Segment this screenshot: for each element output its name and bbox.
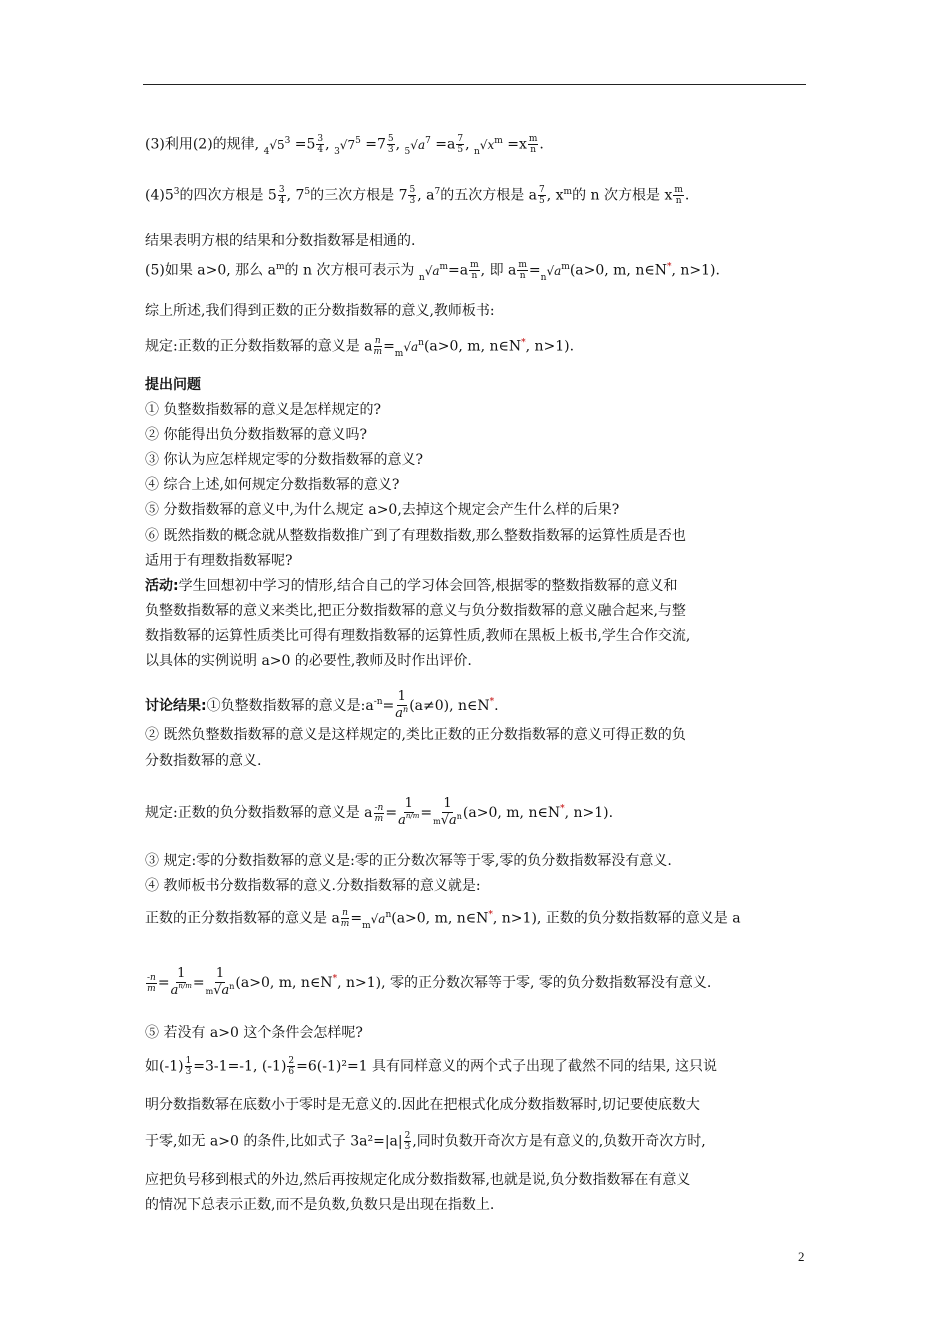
text: 规定:正数的负分数指数幂的意义是 a [145, 805, 373, 821]
radical-5-cubed: $_4√5^3$ [263, 135, 291, 157]
example-line-3 [145, 1131, 706, 1152]
definition-line-2: $\frac{-n}{m}$ = $\frac{1}{a^{n/m}}$ = $\frac{1}{m√a^n}$ (a>0, m, n∈N*, n>1), 零的正分数次幂等于零, 零的负分数指数幂没有意义. [147, 966, 712, 998]
text: , a [417, 187, 435, 204]
question-6a: ⑥ 既然指数的概念就从整数指数推广到了有理数指数,那么整数指数幂的运算性质是否也 [145, 528, 686, 544]
text: , n>1). [564, 805, 614, 821]
question-6b: 适用于有理数指数幂呢? [145, 553, 293, 569]
fraction-3-4: $\frac{3}{4}$ [278, 185, 285, 206]
definition-line: 正数的正分数指数幂的意义是 a $\frac{n}{m}$ $=_m√a^n(a>0$, m, n∈N*, n>1), 正数的负分数指数幂的意义是 a [145, 908, 741, 931]
text: , 即 a [480, 262, 517, 279]
activity-line-3: 数指数幂的运算性质类比可得有理数指数幂的运算性质,教师在黑板上板书,学生合作交流, [145, 628, 691, 644]
fraction-n-m: $\frac{n}{m}$ [340, 908, 350, 929]
example-line-5: 的情况下总表示正数,而不是负数,负数只是出现在指数上. [145, 1197, 495, 1213]
fraction-m-n: $\frac{m}{n}$ [528, 134, 538, 155]
text: (5)如果 a>0, 那么 a [145, 262, 276, 279]
text: =x [507, 136, 527, 153]
activity-label: 活动: [145, 578, 179, 594]
text: (a>0, m, n∈N [391, 910, 489, 927]
activity-line-4: 以具体的实例说明 a>0 的必要性,教师及时作出评价. [145, 653, 472, 669]
text: , n>1), 零的正分数次幂等于零, 零的负分数指数幂没有意义. [337, 975, 712, 991]
text: , n>1). [525, 338, 575, 355]
radical-a-n: $_m√a^n$ [362, 909, 392, 931]
text: =a [448, 262, 469, 279]
rule-negative-line: 规定:正数的负分数指数幂的意义是 a $\frac{-n}{m}$ = $\frac{1}{a^{n/m}}$ = $\frac{1}{m√a^n}$ (a>0, m, n∈N*, n>1). [145, 796, 614, 828]
discussion-5: ⑤ 若没有 a>0 这个条件会怎样呢? [145, 1025, 363, 1041]
header-rule [143, 84, 806, 85]
line-5: (5)如果 a>0, 那么 $a^m$的 n 次方根可表示为 $_n√a^m=a$ $\frac{m}{n}$ , 即 a $\frac{m}{n}$ $=_n√a^m(a>0$, m, n∈N*, n>1). [145, 260, 720, 283]
heading-questions: 提出问题 [145, 377, 201, 393]
text: =3-1=-1, (-1) [193, 1058, 287, 1075]
fraction-n-m: $\frac{n}{m}$ [373, 336, 383, 357]
text: (a>0, m, n∈N [423, 338, 522, 355]
text: =6(-1)²=1 具有同样意义的两个式子出现了截然不同的结果, 这只说 [296, 1058, 717, 1075]
text: , n>1), 正数的负分数指数幂的意义是 a [492, 910, 741, 927]
radical-a-seventh: $_5√a^7$ [404, 135, 431, 157]
text: 于零,如无 a>0 的条件,比如式子 3a²=|a| [145, 1133, 403, 1150]
text: 的三次方根是 7 [310, 187, 408, 204]
radical-a-n: $_m√a^n$ [394, 337, 424, 359]
summary-line: 综上所述,我们得到正数的正分数指数幂的意义,教师板书: [145, 303, 495, 319]
text: =7 [365, 136, 386, 153]
text: (a>0, m, n∈N [235, 975, 333, 991]
fraction-m-n: $\frac{m}{n}$ [518, 260, 527, 281]
fraction-1-3: $\frac{1}{3}$ [185, 1056, 192, 1077]
text: (a>0, m, n∈N [462, 805, 561, 821]
text: 正数的正分数指数幂的意义是 a [145, 910, 340, 927]
text: =a [435, 136, 456, 153]
discussion-label: 讨论结果: [145, 698, 207, 714]
text: ,同时负数开奇次方是有意义的,负数开奇次方时, [412, 1133, 706, 1150]
text: (4)5 [145, 187, 174, 204]
fraction-1-over-a-n-m: $\frac{1}{a^{n/m}}$ [398, 796, 420, 828]
text: , [465, 136, 470, 153]
fraction-7-5: $\frac{7}{5}$ [539, 185, 545, 206]
text: , 7 [286, 187, 305, 204]
fraction-5-3: $\frac{5}{3}$ [387, 134, 394, 155]
fraction-2-6: $\frac{2}{6}$ [288, 1056, 295, 1077]
fraction-m-n: $\frac{m}{n}$ [470, 260, 479, 281]
text: 的四次方根是 5 [179, 187, 277, 204]
discussion-4: ④ 教师板书分数指数幂的意义.分数指数幂的意义就是: [145, 878, 481, 894]
example-line-2: 明分数指数幂在底数小于零时是无意义的.因此在把根式化成分数指数幂时,切记要使底数大 [145, 1097, 700, 1113]
discussion-2a: ② 既然负整数指数幂的意义是这样规定的,类比正数的正分数指数幂的意义可得正数的负 [145, 727, 686, 743]
fraction-1-over-root: $\frac{1}{m√a^n}$ [205, 966, 235, 998]
text: . [494, 698, 499, 714]
result-line: 结果表明方根的结果和分数指数幂是相通的. [145, 233, 416, 249]
question-2: ② 你能得出负分数指数幂的意义吗? [145, 427, 367, 443]
fraction-1-over-a-n-m: $\frac{1}{a^{n/m}}$ [170, 966, 192, 998]
radical-x-m: $_n√x^m$ [474, 135, 503, 157]
fraction-3-4: $\frac{3}{4}$ [317, 134, 324, 155]
fraction-7-5: $\frac{7}{5}$ [457, 134, 464, 155]
text: , x [546, 187, 564, 204]
fraction-1-over-root: $\frac{1}{m√a^n}$ [433, 796, 462, 828]
text: , [395, 136, 401, 153]
text: 如(-1) [145, 1058, 184, 1075]
fraction-m-n: $\frac{m}{n}$ [674, 185, 683, 206]
question-3: ③ 你认为应怎样规定零的分数指数幂的意义? [145, 452, 423, 468]
fraction-2-3: $\frac{2}{3}$ [404, 1131, 411, 1152]
text: 学生回想初中学习的情形,结合自己的学习体会回答,根据零的整数指数幂的意义和 [178, 578, 678, 594]
rule-positive-line: 规定:正数的正分数指数幂的意义是 a $\frac{n}{m}$ $=_m√a^n(a>0$, m, n∈N*, n>1). [145, 336, 575, 359]
text: , [325, 136, 330, 153]
fraction-1-over-a-n: $\frac{1}{a^n}$ [395, 689, 409, 721]
radical-7-fifth: $_3√7^5$ [334, 135, 361, 157]
fraction-neg-n-m: $\frac{-n}{m}$ [374, 802, 384, 824]
text: (a>0, m, n∈N [569, 262, 667, 279]
text: 的 n 次方根是 x [572, 187, 673, 204]
text: =5 [294, 136, 316, 153]
text: ①负整数指数幂的意义是:a [206, 698, 374, 714]
activity-line-1 [145, 577, 678, 595]
text: . [539, 136, 544, 153]
text: . [684, 187, 690, 204]
discussion-3: ③ 规定:零的分数指数幂的意义是:零的正分数次幂等于零,零的负分数指数幂没有意义. [145, 853, 672, 869]
text: 的五次方根是 a [440, 187, 537, 204]
example-line-4: 应把负号移到根式的外边,然后再按规定化成分数指数幂,也就是说,负分数指数幂在有意义 [145, 1172, 691, 1188]
radical-a-m: $_n√a^m$ [540, 261, 570, 283]
text: 的 n 次方根可表示为 [284, 262, 415, 279]
text: (a≠0), n∈N [409, 698, 490, 714]
text: (3)利用(2)的规律, [145, 136, 260, 153]
activity-line-2: 负整数指数幂的意义来类比,把正分数指数幂的意义与负分数指数幂的意义融合起来,与整 [145, 603, 686, 619]
fraction-5-3: $\frac{5}{3}$ [409, 185, 416, 206]
question-5: ⑤ 分数指数幂的意义中,为什么规定 a>0,去掉这个规定会产生什么样的后果? [145, 502, 620, 518]
text: 规定:正数的正分数指数幂的意义是 a [145, 338, 373, 355]
page-number: 2 [798, 1249, 805, 1264]
fraction-neg-n-m: $\frac{-n}{m}$ [147, 972, 156, 994]
example-line-1 [145, 1056, 717, 1077]
question-1: ① 负整数指数幂的意义是怎样规定的? [145, 402, 381, 418]
discussion-2b: 分数指数幂的意义. [145, 753, 262, 769]
line-4: $(4)5^3$的四次方根是 5 $\frac{3}{4}$ , $7^5$的三次方根是 7 $\frac{5}{3}$ , $a^7$的五次方根是 a $\frac{7}{5}$ , $x^m$的 n 次方根是 x $\frac{m}{n}$ . [145, 185, 690, 206]
radical-a-m: $_n√a^m$ [418, 261, 449, 283]
line-3 [145, 134, 544, 156]
discussion-line-1: 讨论结果:①负整数指数幂的意义是$:a^{-n}=$ $\frac{1}{a^n}$ (a≠0), n∈N*. [145, 689, 499, 721]
question-4: ④ 综合上述,如何规定分数指数幂的意义? [145, 477, 400, 493]
text: , n>1). [671, 262, 720, 279]
